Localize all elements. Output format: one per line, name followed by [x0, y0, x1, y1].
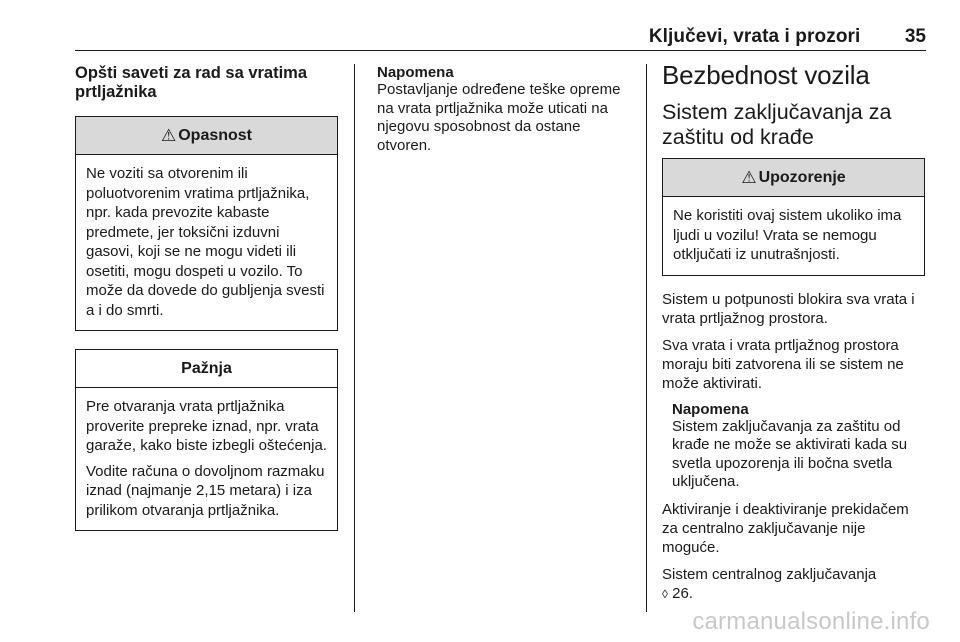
column-left — [75, 64, 338, 549]
chapter-title: Ključevi, vrata i prozori — [648, 26, 861, 47]
section-title-vehicle-security: Bezbednost vozila — [662, 60, 870, 90]
watermark: carmanualsonline.info — [692, 608, 930, 635]
note-text: Postavljanje određene teške opreme na vrata prtljažnika može uticati na njegovu sposobnost da ostane otvoren. — [377, 81, 621, 154]
warning-title: Upozorenje — [758, 168, 846, 186]
warning-box-body — [663, 197, 924, 275]
section-heading-tailgate: Opšti saveti za rad sa vratima prtljažnika — [75, 64, 308, 101]
subsection-title-antitheft: Sistem zaključavanja za zaštitu od krađe — [662, 100, 892, 149]
caution-box-header — [76, 350, 337, 388]
paragraph-4-text: Sistem centralnog zaključavanja — [662, 565, 877, 583]
note-text: Sistem zaključavanja za zaštitu od krađe ne može se aktivirati kada su svetla upozorenja ili bočna svetla uključena. — [672, 417, 908, 490]
note-title: Napomena — [377, 64, 454, 81]
paragraph-4 — [662, 565, 925, 604]
paragraph-3: Aktiviranje i deaktiviranje prekidačem za centralno zaključavanje nije moguće. — [662, 500, 909, 556]
paragraph-2: Sva vrata i vrata prtljažnog prostora moraju biti zatvorena ili se sistem ne može aktivirati. — [662, 336, 904, 392]
column-middle — [377, 64, 627, 155]
warning-box — [662, 158, 925, 276]
caution-box-body — [76, 388, 337, 530]
danger-box — [75, 116, 338, 331]
caution-title: Pažnja — [181, 359, 232, 377]
note-title: Napomena — [672, 400, 749, 418]
page-header — [75, 26, 926, 51]
note-block — [662, 401, 925, 492]
caution-box — [75, 349, 338, 531]
page-number: 35 — [904, 26, 926, 47]
caution-paragraph-2: Vodite računa o dovoljnom razmaku iznad (najmanje 2,15 metara) i iza prilikom otvaranja prtljažnika. — [86, 462, 325, 519]
warning-triangle-icon: ⚠ — [741, 167, 757, 187]
warning-box-header — [663, 159, 924, 197]
caution-paragraph-1: Pre otvaranja vrata prtljažnika proverite prepreke iznad, npr. vrata garaže, kako biste izbegli oštećenja. — [86, 398, 327, 454]
danger-title: Opasnost — [178, 126, 253, 144]
danger-box-body — [76, 155, 337, 330]
warning-text: Ne koristiti ovaj sistem ukoliko ima ljudi u vozilu! Vrata se nemogu otključati iz unutrašnjosti. — [673, 207, 902, 263]
page-reference[interactable]: 26. — [672, 584, 693, 602]
danger-text: Ne voziti sa otvorenim ili poluotvorenim vratima prtljažnika, npr. kada prevozite kabaste predmete, jer toksični izduvni gasovi, koji se ne mogu videti ili osetiti, mogu dospeti u vozilo. To može da dovede do gubljenja svesti a i do smrti. — [86, 165, 325, 319]
danger-box-header — [76, 117, 337, 155]
warning-triangle-icon: ⚠ — [160, 125, 177, 145]
column-right — [662, 60, 925, 612]
column-divider-2 — [646, 64, 647, 612]
page-reference-icon: ◊ — [662, 586, 668, 601]
paragraph-1: Sistem u potpunosti blokira sva vrata i vrata prtljažnog prostora. — [662, 290, 915, 327]
column-divider-1 — [354, 64, 355, 612]
